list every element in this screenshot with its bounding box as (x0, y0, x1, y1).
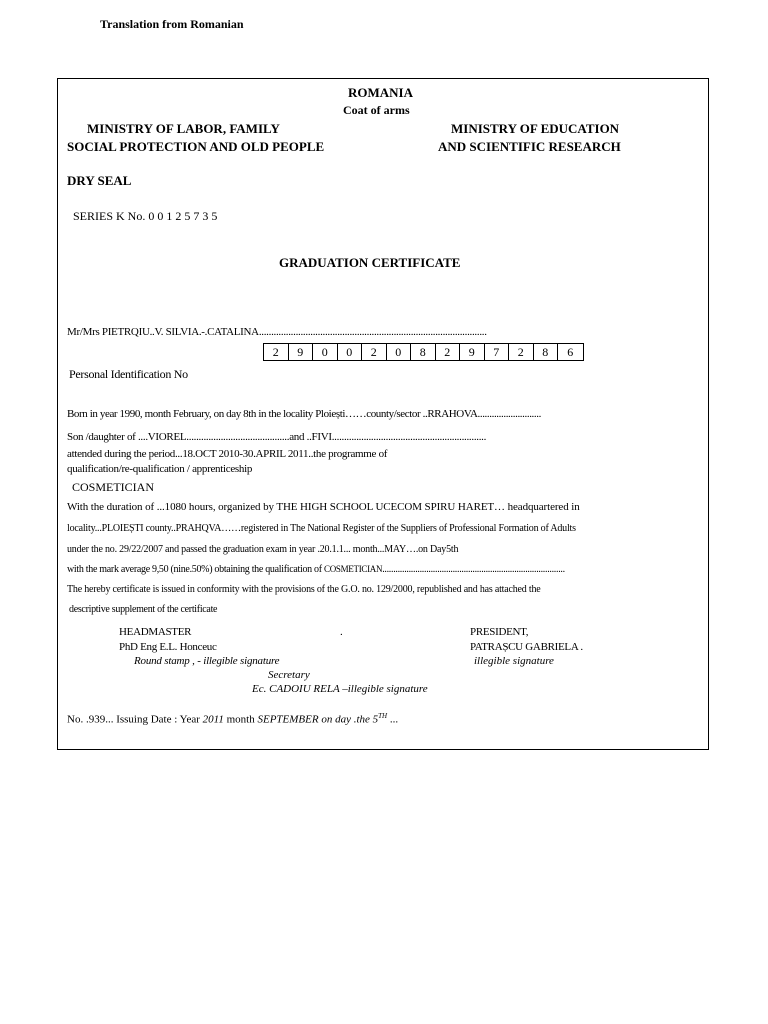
ministry-education-line1: MINISTRY OF EDUCATION (451, 121, 620, 136)
holder-name-line: Mr/Mrs PIETRQIU..V. SILVIA.-.CATALINA............................................................................................. (67, 326, 487, 338)
secretary-signature: Ec. CADOIU RELA –illegible signature (252, 683, 428, 695)
president-signature: illegible signature (474, 655, 554, 667)
period-line: attended during the period...18.OCT 2010-30.APRIL 2011..the programme of (67, 448, 388, 460)
pin-digit: 8 (534, 344, 559, 360)
birth-line: Born in year 1990, month February, on day 8th in the locality Ploiești……county/sector ..RRAHOVA........................... (67, 408, 541, 420)
pin-digit: 0 (387, 344, 412, 360)
pin-digit: 8 (411, 344, 436, 360)
secretary-label: Secretary (268, 669, 310, 681)
register-line: under the no. 29/22/2007 and passed the graduation exam in year .20.1.1... month...MAY….on Day5th (67, 544, 459, 555)
pin-digit: 2 (509, 344, 534, 360)
headmaster-name: PhD Eng E.L. Honceuc (119, 641, 217, 653)
pin-digit: 2 (264, 344, 289, 360)
pin-digit: 7 (485, 344, 510, 360)
headmaster-signature: Round stamp , - illegible signature (134, 655, 280, 667)
certificate-title: GRADUATION CERTIFICATE (279, 255, 461, 270)
issue-prefix: No. .939... Issuing Date : Year (67, 713, 203, 726)
issue-month-label: month (223, 713, 258, 726)
ministry-labor-line2: SOCIAL PROTECTION AND OLD PEOPLE (67, 139, 325, 154)
ministry-labor-line1: MINISTRY OF LABOR, FAMILY (87, 121, 280, 136)
issue-year: 2011 (202, 713, 224, 726)
pin-digit: 0 (313, 344, 338, 360)
pin-digit: 2 (436, 344, 461, 360)
separator-dot: . (340, 626, 343, 638)
pin-digit: 9 (460, 344, 485, 360)
translation-note: Translation from Romanian (100, 17, 244, 31)
issuing-date-line (67, 713, 398, 726)
dry-seal-label: DRY SEAL (67, 173, 132, 188)
president-name: PATRAȘCU GABRIELA . (470, 641, 583, 653)
mark-text: with the mark average 9,50 (nine.50%) obtaining the qualification of (67, 564, 324, 575)
conformity-line: The hereby certificate is issued in conformity with the provisions of the G.O. no. 129/2000, republished and has attached the (67, 584, 541, 595)
locality-line: locality...PLOIEȘTI county..PRAHQVA……registered in The National Register of the Suppliers of Professional Formation of Adults (67, 523, 576, 534)
coat-of-arms-label: Coat of arms (343, 103, 410, 117)
pin-digit: 9 (289, 344, 314, 360)
supplement-line: descriptive supplement of the certificate (69, 604, 218, 615)
mark-qualification: COSMETICIAN (324, 564, 383, 574)
parents-line: Son /daughter of ....VIOREL..........................................and ..FIVI............................................................... (67, 431, 487, 443)
issue-month: SEPTEMBER on day .the 5 (257, 713, 379, 726)
country-heading: ROMANIA (348, 85, 413, 100)
headmaster-label: HEADMASTER (119, 626, 192, 638)
issue-end: ... (387, 713, 399, 726)
issue-superscript: TH (378, 712, 388, 720)
pin-digit: 2 (362, 344, 387, 360)
mark-dots: ................................................................................... (382, 564, 565, 575)
duration-line: With the duration of ...1080 hours, organized by THE HIGH SCHOOL UCECOM SPIRU HARET… headquartered in (67, 501, 580, 513)
pin-digit: 6 (567, 345, 574, 359)
pin-label: Personal Identification No (69, 367, 188, 381)
ministry-education-line2: AND SCIENTIFIC RESEARCH (438, 139, 621, 154)
mark-line (67, 565, 565, 575)
series-number: SERIES K No. 0 0 1 2 5 7 3 5 (73, 209, 218, 223)
pin-digit: 0 (338, 344, 363, 360)
president-label: PRESIDENT, (470, 626, 529, 638)
programme-line: qualification/re-qualification / apprenticeship (67, 463, 253, 475)
pin-box (263, 343, 584, 361)
qualification-name: COSMETICIAN (72, 480, 155, 494)
